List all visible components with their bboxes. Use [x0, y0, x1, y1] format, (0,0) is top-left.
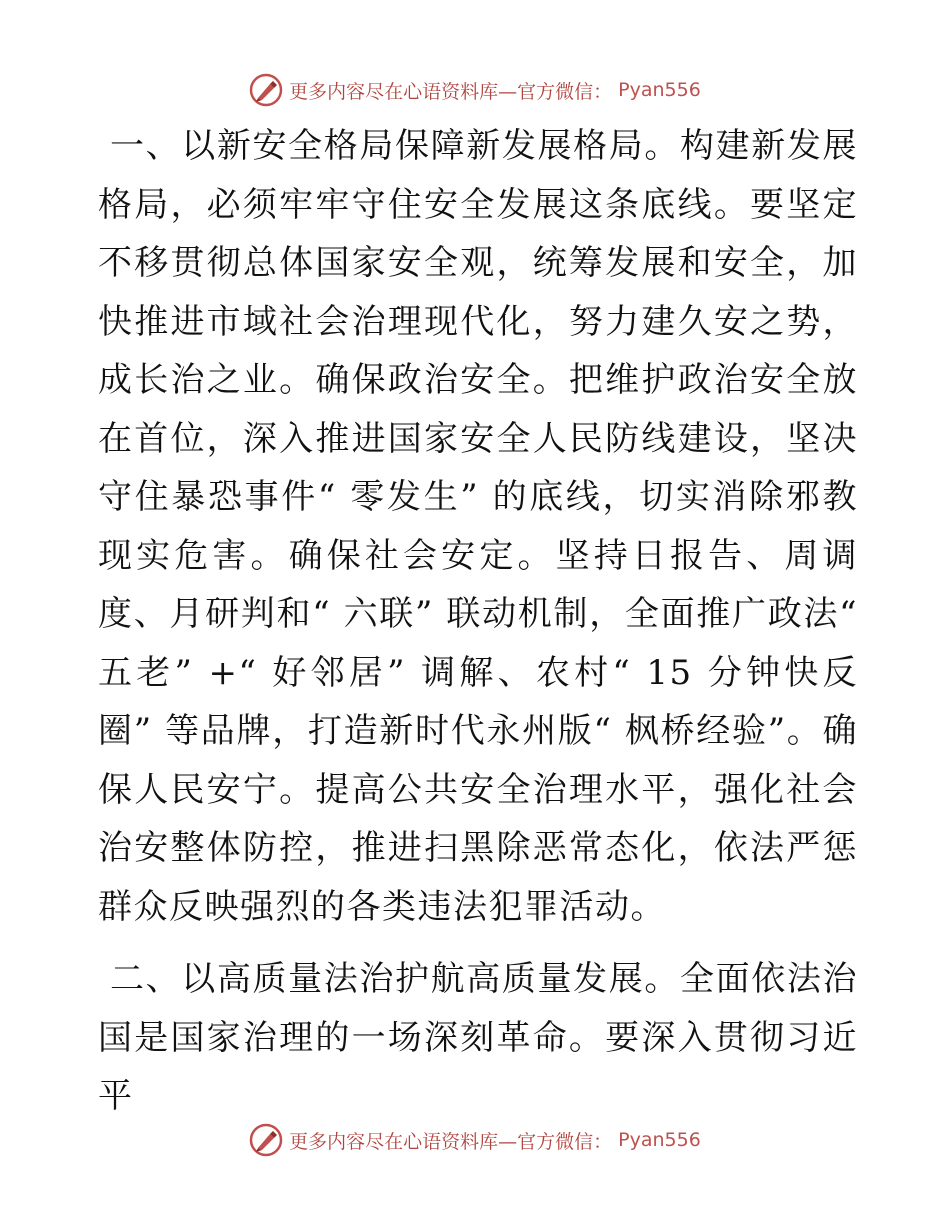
watermark-account: Pyan556 [618, 79, 701, 101]
pen-logo-icon [249, 1123, 283, 1157]
paragraph-1: 一、以新安全格局保障新发展格局。构建新发展格局，必须牢牢守住安全发展这条底线。要坚定不移贯彻总体国家安全观，统筹发展和安全，加快推进市域社会治理现代化，努力建久安之势，成长治之业。确保政治安全。把维护政治安全放在首位，深入推进国家安全人民防线建设，坚决守住暴恐事件“ 零发生” 的底线，切实消除邪教现实危害。确保社会安定。坚持日报告、周调度、月研判和“ 六联” 联动机制，全面推广政法“ 五老” +“ 好邻居” 调解、农村“ 15 分钟快反圈” 等品牌，打造新时代永州版“ 枫桥经验”。确保人民安宁。提高公共安全治理水平，强化社会治安整体防控，推进扫黑除恶常态化，依法严惩群众反映强烈的各类违法犯罪活动。 [98, 126, 871, 927]
watermark-account: Pyan556 [618, 1129, 701, 1151]
paragraph-2: 二、以高质量法治护航高质量发展。全面依法治国是国家治理的一场深刻革命。要深入贯彻习近平 [98, 959, 858, 1116]
document-body [98, 117, 871, 1126]
footer-watermark [0, 1120, 950, 1160]
header-watermark [0, 70, 950, 110]
pen-logo-icon [249, 73, 283, 107]
watermark-text: 更多内容尽在心语资料库—官方微信： [289, 1130, 613, 1153]
watermark-text: 更多内容尽在心语资料库—官方微信： [289, 80, 613, 103]
